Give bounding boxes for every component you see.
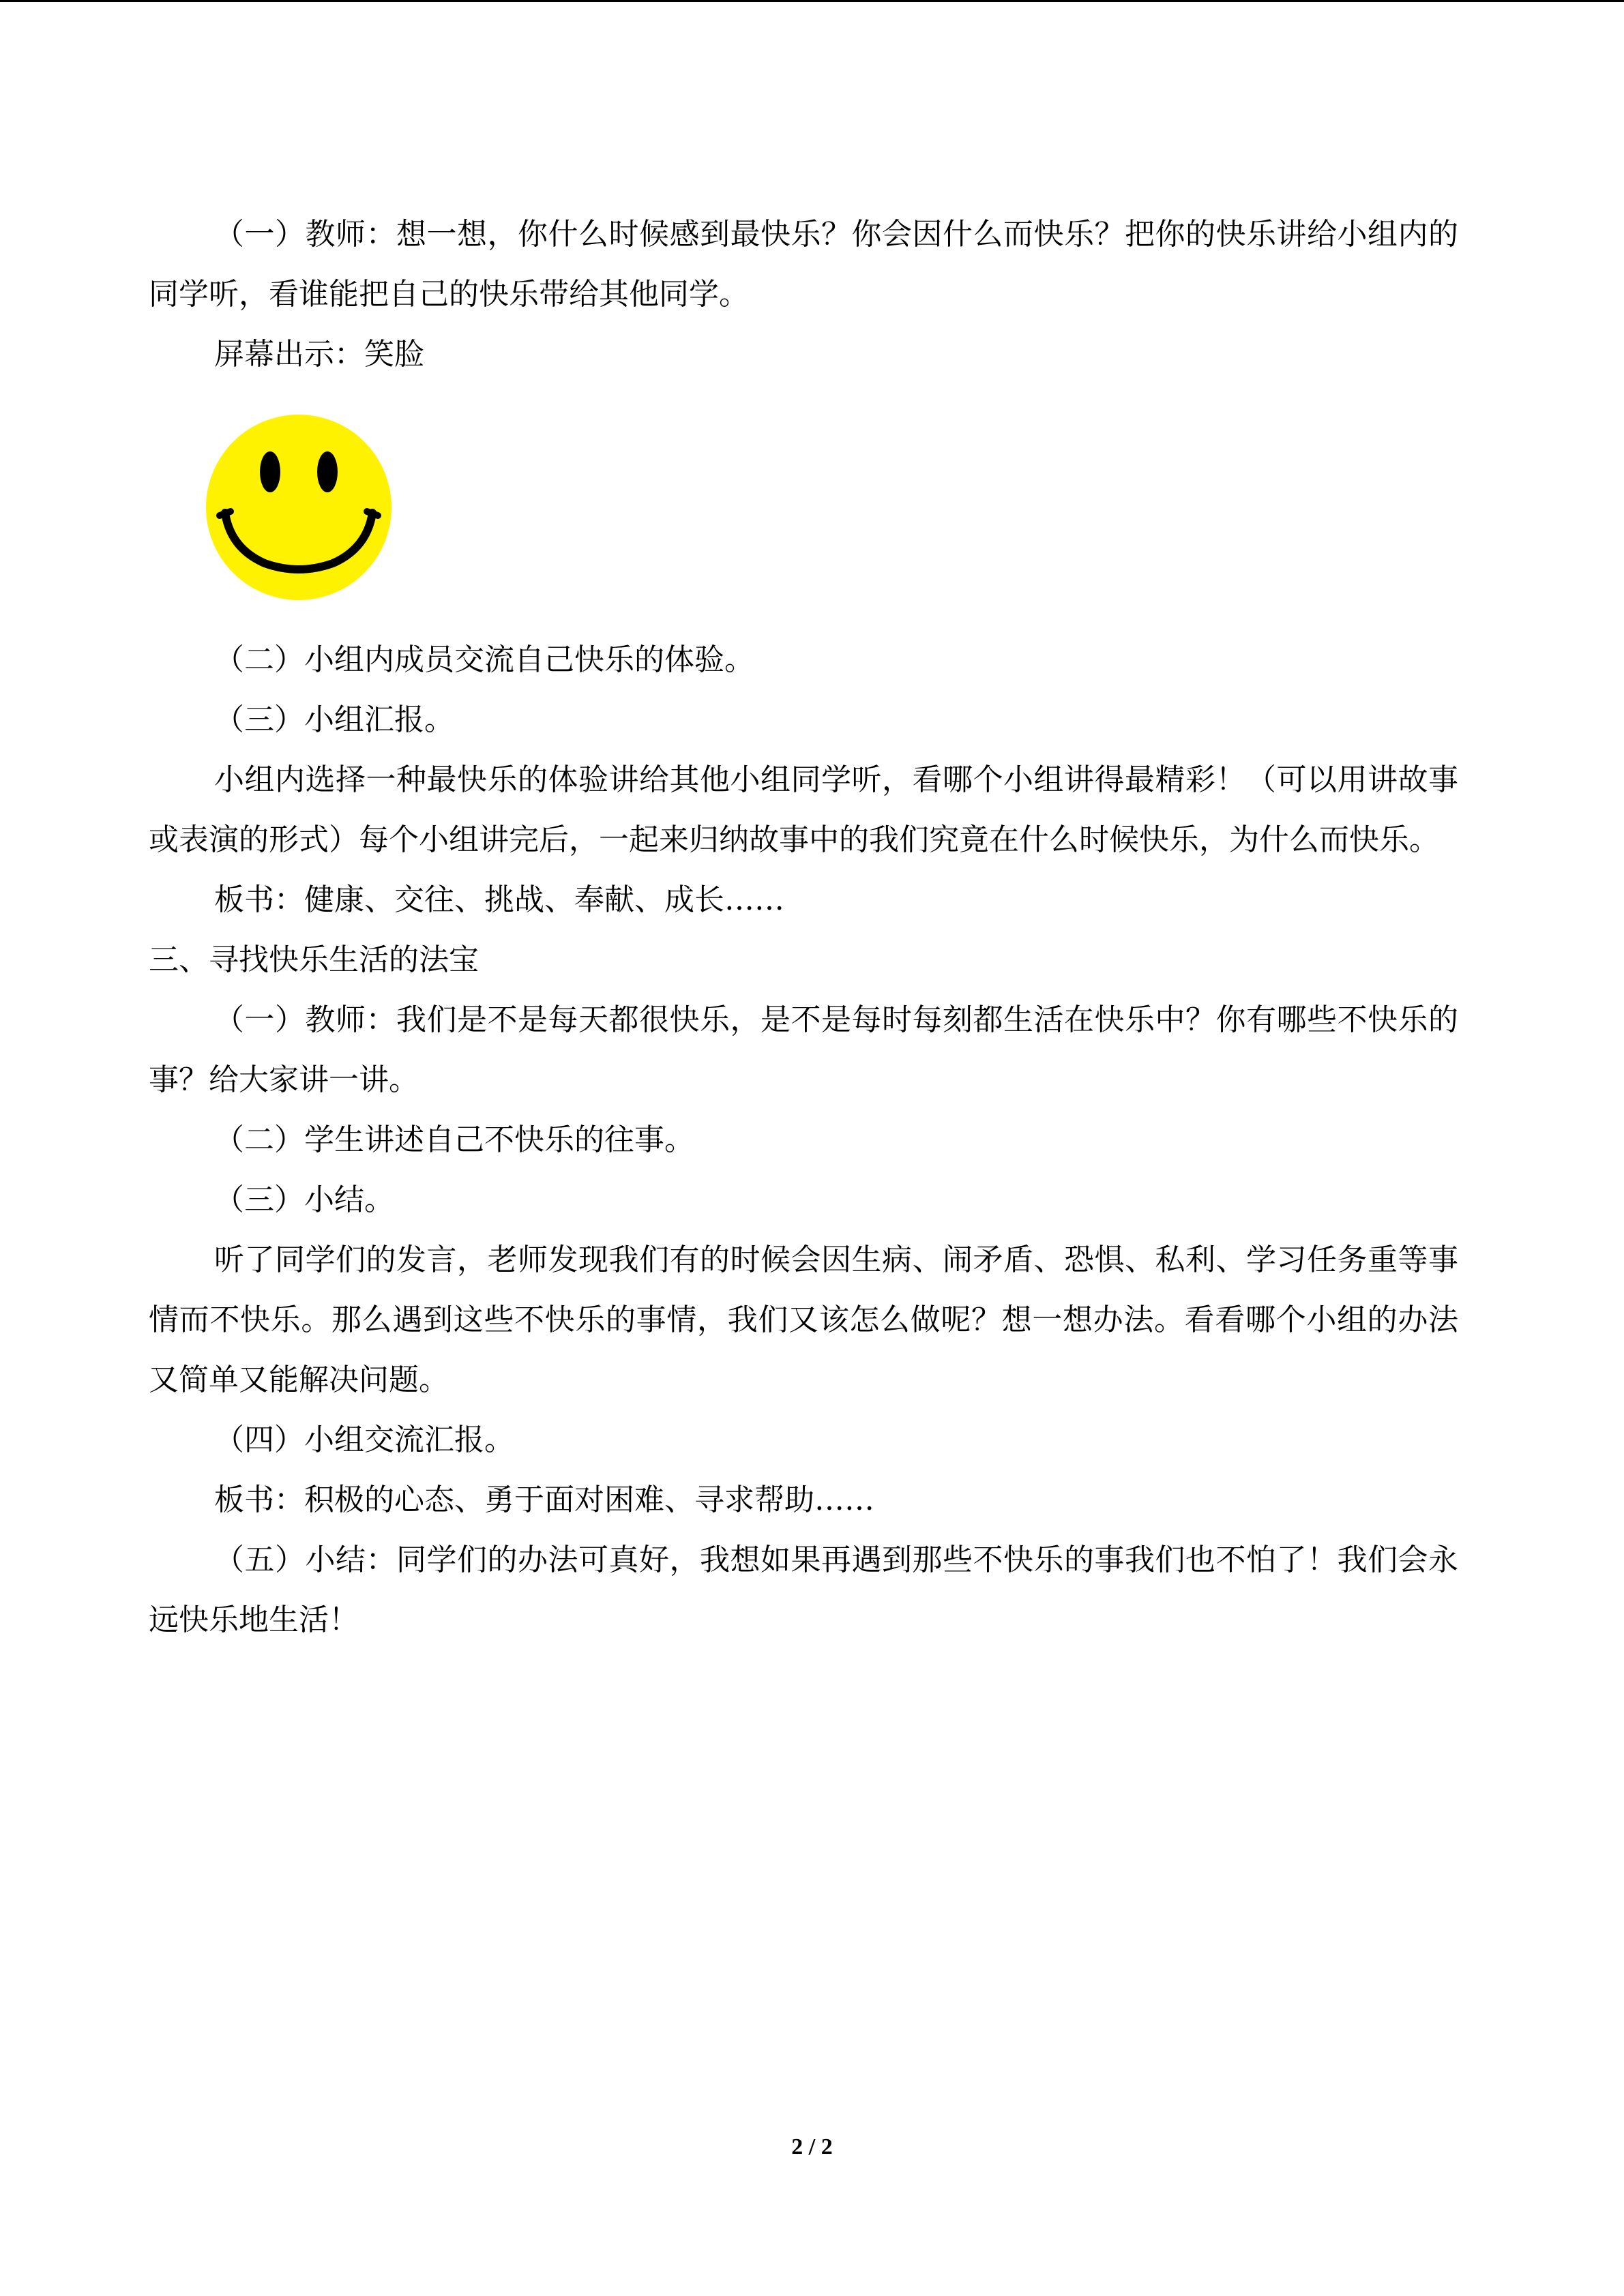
paragraph-board-writing-2: 板书：积极的心态、勇于面对困难、寻求帮助…… xyxy=(214,1482,874,1517)
paragraph-summary-label: （三）小结。 xyxy=(214,1182,394,1217)
paragraph-teacher-question-2: （一）教师：我们是不是每天都很快乐，是不是每时每刻都生活在快乐中？你有哪些不快乐的事？给大家讲一讲。 xyxy=(149,1002,1458,1097)
paragraph-group-exchange: （二）小组内成员交流自己快乐的体验。 xyxy=(214,642,754,677)
paragraph-board-writing-1: 板书：健康、交往、挑战、奉献、成长…… xyxy=(214,882,784,917)
image-spacer-top xyxy=(149,385,1458,412)
smiley-mouth-end-right xyxy=(367,511,378,516)
document-body xyxy=(149,205,1458,1650)
paragraph-group-select: 小组内选择一种最快乐的体验讲给其他小组同学听，看哪个小组讲得最精彩！（可以用讲故事或表演的形式）每个小组讲完后，一起来归纳故事中的我们究竟在什么时候快乐，为什么而快乐。 xyxy=(149,762,1458,857)
page-top-border xyxy=(0,0,1624,2)
paragraph-screen-display: 屏幕出示：笑脸 xyxy=(214,337,424,372)
paragraph-group-report: （三）小组汇报。 xyxy=(214,702,454,737)
smiley-mouth-end-left xyxy=(220,511,231,516)
smiley-face-icon xyxy=(203,412,394,603)
paragraph-teacher-question-1: （一）教师：想一想，你什么时候感到最快乐？你会因什么而快乐？把你的快乐讲给小组内的同学听，看谁能把自己的快乐带给其他同学。 xyxy=(149,217,1458,312)
section-heading-3: 三、寻找快乐生活的法宝 xyxy=(149,942,479,977)
paragraph-group-discussion: （四）小组交流汇报。 xyxy=(214,1422,514,1457)
paragraph-teacher-observation: 听了同学们的发言，老师发现我们有的时候会因生病、闹矛盾、恐惧、私利、学习任务重等事情而不快乐。那么遇到这些不快乐的事情，我们又该怎么做呢？想一想办法。看看哪个小组的办法又简单又能解决问题。 xyxy=(149,1242,1458,1397)
smiley-image-container xyxy=(149,412,1458,603)
image-spacer-bottom xyxy=(149,603,1458,630)
page-number: 2 / 2 xyxy=(791,2134,833,2160)
smiley-left-eye xyxy=(260,451,280,492)
paragraph-student-stories: （二）学生讲述自己不快乐的往事。 xyxy=(214,1122,694,1157)
smiley-right-eye xyxy=(317,451,338,492)
paragraph-final-summary: （五）小结：同学们的办法可真好，我想如果再遇到那些不快乐的事我们也不怕了！我们会永远快乐地生活！ xyxy=(149,1542,1458,1637)
